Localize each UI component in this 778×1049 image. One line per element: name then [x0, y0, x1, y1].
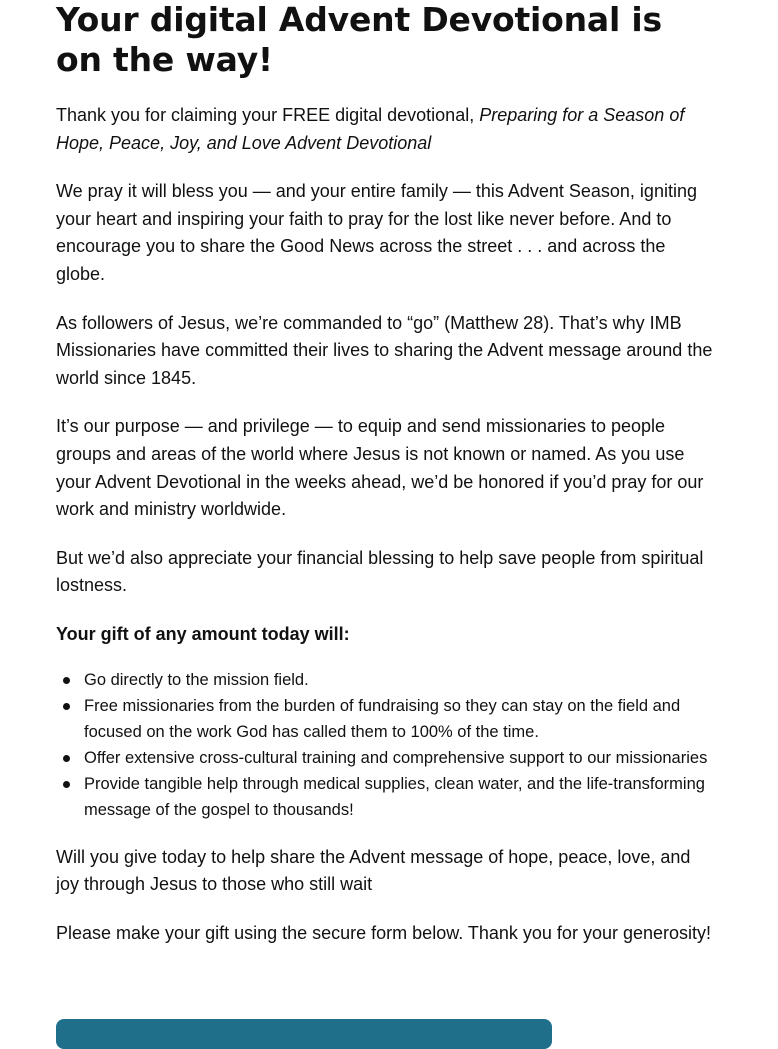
- list-item: [84, 693, 716, 745]
- list-item: [84, 667, 716, 693]
- prayer-paragraph: We pray it will bless you — and your entire family — this Advent Season, igniting your heart and inspiring your faith to pray for the lost like never before. And to encourage you to share the Good News across the street . . . and across the globe.: [56, 181, 697, 284]
- page-title: Your digital Advent Devotional is on the way!: [56, 0, 662, 79]
- intro-paragraph: [56, 102, 716, 157]
- followers-paragraph: As followers of Jesus, we’re commanded to “go” (Matthew 28). That’s why IMB Missionaries have committed their lives to sharing the Advent message around the world since 1845.: [56, 312, 713, 388]
- list-item: [84, 745, 716, 771]
- give-paragraph: Will you give today to help share the Advent message of hope, peace, love, and joy through Jesus to those who still wait: [56, 846, 691, 895]
- bullet-icon: [63, 677, 70, 684]
- devotional-title: Preparing for a Season of Hope, Peace, Joy, and Love Advent Devotional: [56, 105, 685, 153]
- intro-text: Thank you for claiming your FREE digital devotional,: [56, 105, 480, 125]
- main-content: [56, 0, 716, 947]
- bullet-icon: [63, 703, 70, 710]
- list-item: [84, 771, 716, 823]
- gift-heading: Your gift of any amount today will:: [56, 623, 350, 644]
- bullet-icon: [63, 755, 70, 762]
- bullet-icon: [63, 781, 70, 788]
- purpose-paragraph: It’s our purpose — and privilege — to equip and send missionaries to people groups and areas of the world where Jesus is not known or named. As you use your Advent Devotional in the weeks ahead, we’d be honored if you’d pray for our work and ministry worldwide.: [56, 416, 704, 520]
- gift-benefits-list: [56, 667, 716, 823]
- list-item-text: Go directly to the mission field.: [84, 670, 309, 689]
- list-item-text: Offer extensive cross-cultural training and comprehensive support to our missionaries: [84, 748, 708, 767]
- list-item-text: Free missionaries from the burden of fundraising so they can stay on the field and focused on the work God has called them to 100% of the time.: [84, 696, 681, 741]
- list-item-text: Provide tangible help through medical supplies, clean water, and the life-transforming message of the gospel to thousands!: [84, 774, 705, 819]
- form-paragraph: Please make your gift using the secure form below. Thank you for your generosity!: [56, 922, 712, 943]
- financial-paragraph: But we’d also appreciate your financial blessing to help save people from spiritual lostness.: [56, 547, 704, 596]
